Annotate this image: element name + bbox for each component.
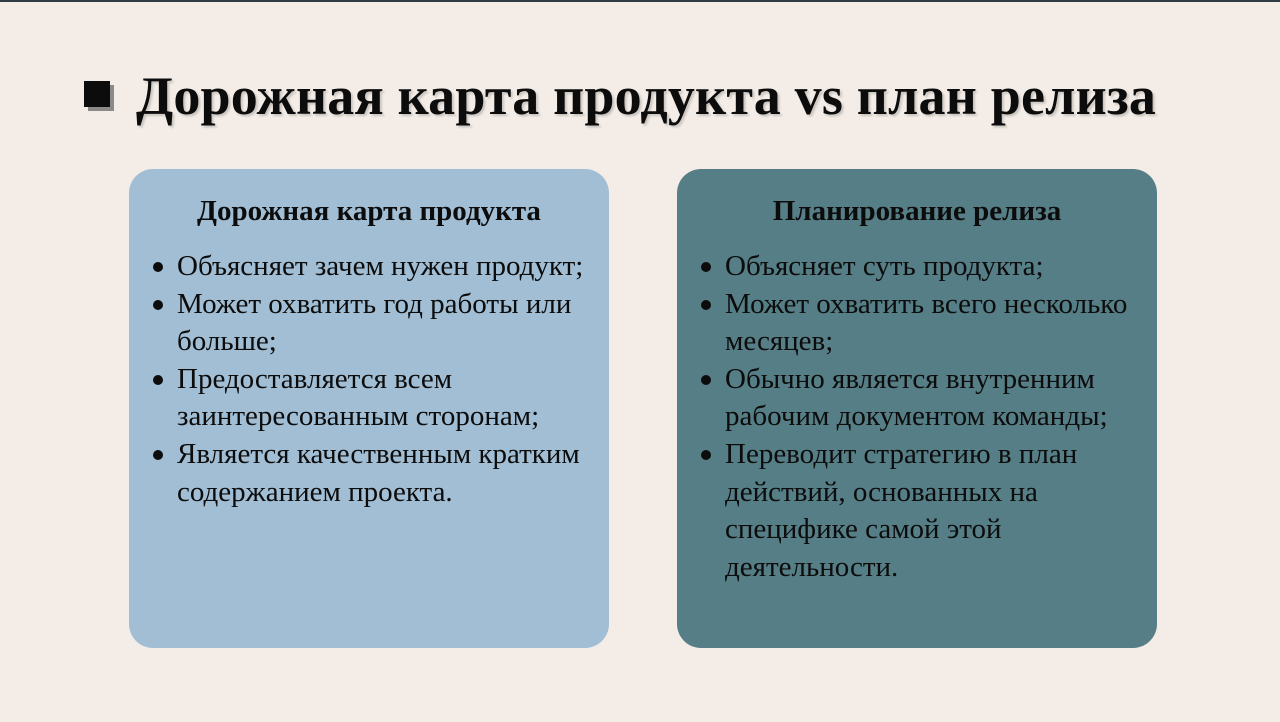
bullet-dot-icon <box>701 300 711 310</box>
slide-title-row <box>84 58 1156 134</box>
list-item <box>699 286 1135 361</box>
bullet-dot-icon <box>701 375 711 385</box>
bullet-dot-icon <box>701 262 711 272</box>
release-planning-card <box>677 169 1157 648</box>
bullet-dot-icon <box>701 450 711 460</box>
bullet-dot-icon <box>153 300 163 310</box>
list-item-text: Является качественным кратким содержанием проекта. <box>177 437 580 508</box>
list-item <box>151 436 587 511</box>
product-roadmap-list <box>151 248 587 511</box>
product-roadmap-card <box>129 169 609 648</box>
list-item-text: Может охватить год работы или больше; <box>177 287 572 358</box>
list-item <box>151 361 587 436</box>
product-roadmap-heading: Дорожная карта продукта <box>197 195 541 227</box>
top-border <box>0 0 1280 2</box>
release-planning-list <box>699 248 1135 586</box>
list-item <box>699 436 1135 586</box>
list-item <box>151 248 587 286</box>
square-bullet-icon <box>84 81 114 111</box>
release-planning-heading: Планирование релиза <box>772 195 1062 227</box>
list-item-text: Объясняет суть продукта; <box>725 250 1044 282</box>
list-item <box>151 286 587 361</box>
list-item-text: Переводит стратегию в план действий, основанных на специфике самой этой деятельности. <box>725 437 1078 583</box>
slide-title: Дорожная карта продукта vs план релиза <box>136 66 1157 126</box>
bullet-dot-icon <box>153 375 163 385</box>
bullet-dot-icon <box>153 262 163 272</box>
list-item-text: Объясняет зачем нужен продукт; <box>177 250 584 282</box>
list-item-text: Предоставляется всем заинтересованным сторонам; <box>177 362 540 433</box>
list-item-text: Может охватить всего несколько месяцев; <box>725 287 1128 358</box>
list-item-text: Обычно является внутренним рабочим документом команды; <box>725 362 1108 433</box>
bullet-dot-icon <box>153 450 163 460</box>
list-item <box>699 248 1135 286</box>
list-item <box>699 361 1135 436</box>
